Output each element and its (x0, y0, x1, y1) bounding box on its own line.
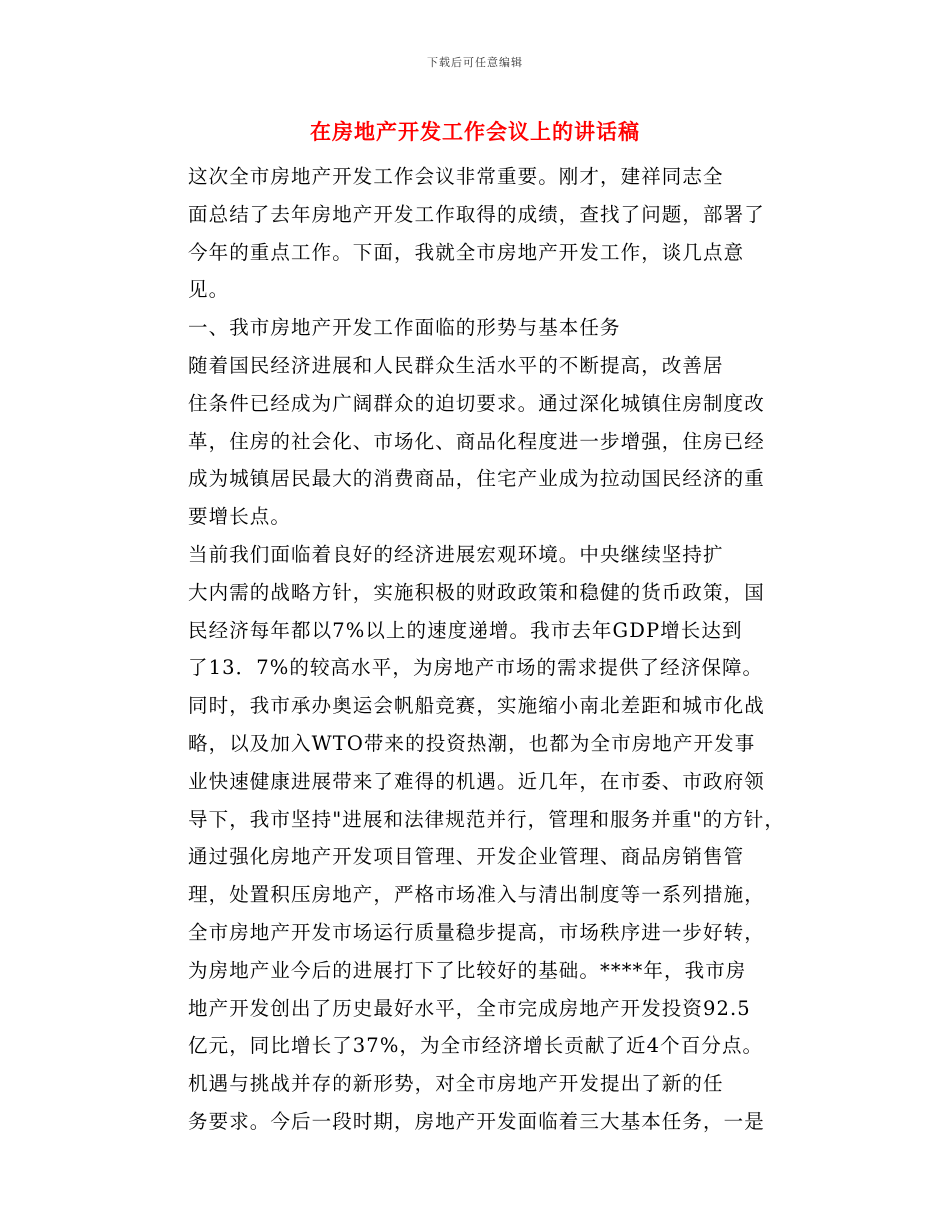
text-line: 今年的重点工作。下面，我就全市房地产开发工作，谈几点意 (188, 240, 745, 264)
document-title: 在房地产开发工作会议上的讲话稿 (310, 120, 640, 144)
text-line: 业快速健康进展带来了难得的机遇。近几年，在市委、市政府领 (188, 769, 765, 793)
text-line: 通过强化房地产开发项目管理、开发企业管理、商品房销售管 (188, 845, 745, 869)
document-body (188, 158, 818, 1141)
text-line: 随着国民经济进展和人民群众生活水平的不断提高，改善居 (188, 353, 724, 377)
text-line: 为房地产业今后的进展打下了比较好的基础。****年，我市房 (188, 958, 747, 982)
text-line: 亿元，同比增长了37%，为全市经济增长贡献了近4个百分点。 (188, 1034, 764, 1058)
text-line: 要增长点。 (188, 505, 292, 529)
text-line: 民经济每年都以7%以上的速度递增。我市去年GDP增长达到 (188, 618, 743, 642)
text-line: 成为城镇居民最大的消费商品，住宅产业成为拉动国民经济的重 (188, 467, 765, 491)
page-header: 下载后可任意编辑 (427, 56, 523, 69)
text-line: 革，住房的社会化、市场化、商品化程度进一步增强，住房已经 (188, 429, 765, 453)
text-line: 机遇与挑战并存的新形势，对全市房地产开发提出了新的任 (188, 1072, 724, 1096)
text-line: 见。 (188, 278, 230, 302)
text-line: 务要求。今后一段时期，房地产开发面临着三大基本任务，一是 (188, 1109, 765, 1133)
text-line: 当前我们面临着良好的经济进展宏观环境。中央继续坚持扩 (188, 542, 724, 566)
text-line: 导下，我市坚持"进展和法律规范并行，管理和服务并重"的方针， (188, 807, 785, 831)
text-line: 略，以及加入WTO带来的投资热潮，也都为全市房地产开发事 (188, 731, 756, 755)
text-line: 了13．7%的较高水平，为房地产市场的需求提供了经济保障。 (188, 656, 764, 680)
text-line: 面总结了去年房地产开发工作取得的成绩，查找了问题，部署了 (188, 202, 765, 226)
text-line: 住条件已经成为广阔群众的迫切要求。通过深化城镇住房制度改 (188, 391, 765, 415)
section-heading: 一、我市房地产开发工作面临的形势与基本任务 (188, 316, 621, 340)
text-line: 全市房地产开发市场运行质量稳步提高，市场秩序进一步好转， (188, 920, 765, 944)
text-line: 这次全市房地产开发工作会议非常重要。刚才，建祥同志全 (188, 165, 724, 188)
text-line: 理，处置积压房地产，严格市场准入与清出制度等一系列措施， (188, 883, 765, 907)
text-line: 同时，我市承办奥运会帆船竞赛，实施缩小南北差距和城市化战 (188, 694, 765, 718)
text-line: 大内需的战略方针，实施积极的财政政策和稳健的货币政策，国 (188, 580, 765, 604)
text-line: 地产开发创出了历史最好水平，全市完成房地产开发投资92.5 (188, 996, 751, 1020)
